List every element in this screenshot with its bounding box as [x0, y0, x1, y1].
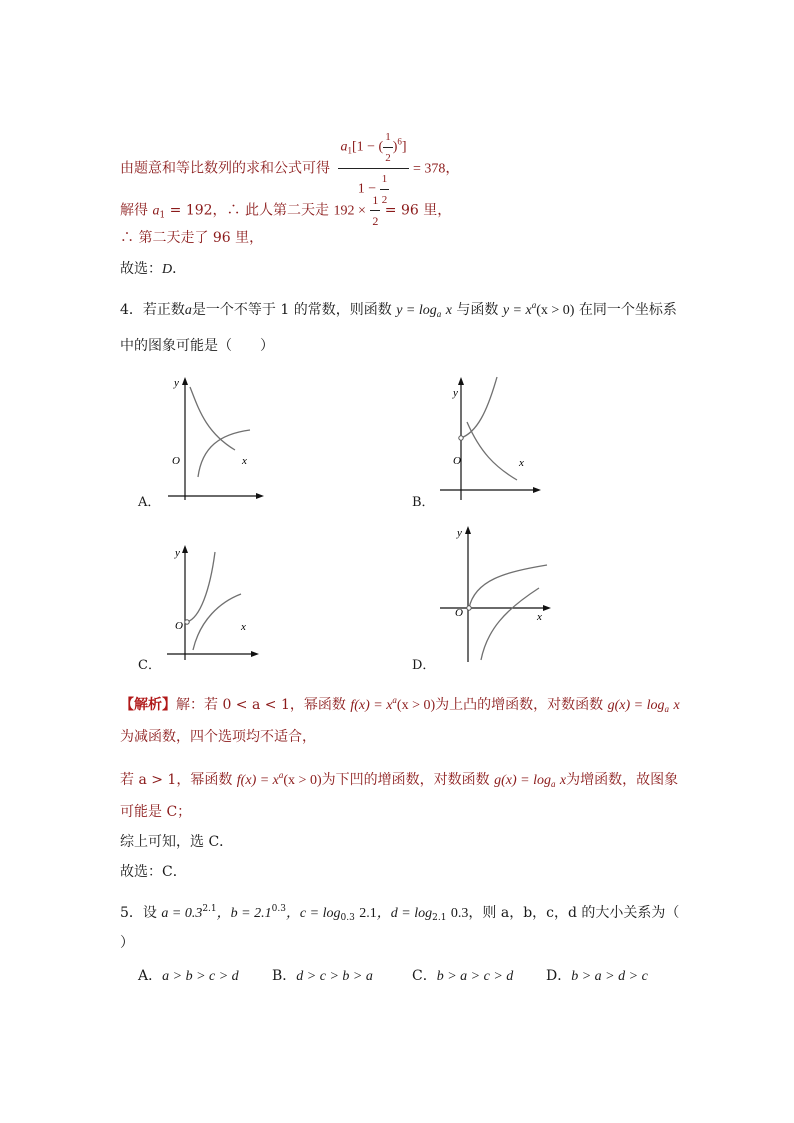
graph-a-increasing-curve	[198, 430, 250, 477]
q5-choice-c[interactable]: C．b > a > c > d	[412, 968, 514, 984]
sol3-intro: 由题意和等比数列的求和公式可得	[120, 160, 330, 177]
sum-result: = 378，	[412, 161, 460, 177]
graph-a-x-label: x	[242, 455, 247, 467]
q5-choice-a[interactable]: A．a > b > c > d	[138, 968, 239, 984]
q5-stem: 5．设 $a = 0.3^{2.1}$，$b = 2.1^{0.3}$，$c = \log_{0.3} 2.1$，$d = \log_{2.1} 0.3$，则 a，b，c，d 的大小关系为（	[120, 904, 680, 923]
graph-c-x-label: x	[241, 621, 246, 633]
graph-b-origin-label: O	[453, 455, 461, 467]
q4-stem-line1: 4．若正数a是一个不等于 1 的常数，则函数 $y = \log_a x$ 与函数 $y = x^a(x > 0)$ 在同一个坐标系	[120, 300, 677, 319]
sol3-conclusion: ∴ 第二天走了 96 里，	[120, 230, 264, 246]
q5-choice-b[interactable]: B．d > c > b > a	[272, 968, 373, 984]
graph-c-label: C．	[138, 658, 161, 673]
sum-fraction: $a_1[1$ − ( $\frac{1}{2}$ )$^6$] 1 − $\frac{1}{2}$	[338, 127, 408, 210]
graph-d-x-label: x	[537, 611, 542, 623]
graph-a-label: A．	[138, 495, 161, 510]
q5-stem-close: ）	[120, 935, 134, 951]
graph-a	[160, 372, 270, 507]
analysis-line3: 若 a > 1，幂函数 $f(x) = x^a(x > 0)$为下凹的增函数，对数函数 $g(x) = \log_a x$为增函数，故图象	[120, 770, 679, 789]
analysis-line4: 可能是 C；	[120, 804, 192, 820]
analysis-line2: 为减函数，四个选项均不适合，	[120, 729, 316, 745]
graph-b-exponential-curve	[461, 377, 497, 438]
graph-d-y-label: y	[457, 527, 462, 539]
graph-d-power-curve	[469, 565, 547, 608]
graph-b-x-label: x	[519, 457, 524, 469]
graph-b-y-label: y	[453, 387, 458, 399]
sol3-choose: 故选：D．	[120, 261, 187, 277]
graph-c-log-curve	[193, 594, 241, 650]
graph-c-y-label: y	[175, 547, 180, 559]
sol3-solve-line: 解得 $a_1 = 192$，∴ 此人第二天走 192 × $\frac{1}{2}$ = 96 里，	[120, 190, 451, 231]
analysis-line6: 故选：C．	[120, 864, 187, 880]
graph-d	[435, 520, 555, 665]
analysis-tag: 【解析】	[120, 697, 176, 713]
analysis-line1: 【解析】解：若 0 < a < 1，幂函数 $f(x) = x^a(x > 0)$为上凸的增函数，对数函数 $g(x) = \log_a x$	[120, 695, 680, 714]
graph-a-origin-label: O	[172, 455, 180, 467]
graph-c-origin-label: O	[175, 620, 183, 632]
graph-d-origin-label: O	[455, 607, 463, 619]
graph-a-decreasing-curve	[190, 387, 235, 450]
graph-d-label: D．	[412, 658, 436, 673]
graph-b-log-curve	[467, 422, 517, 480]
analysis-line5: 综上可知，选 C．	[120, 834, 234, 850]
graph-c-exponential-curve	[187, 552, 215, 622]
graph-c	[165, 540, 265, 665]
graph-b	[435, 372, 545, 507]
q5-choice-d[interactable]: D．b > a > d > c	[546, 968, 648, 984]
graph-a-y-label: y	[174, 377, 179, 389]
graph-d-log-curve	[481, 588, 539, 660]
graph-b-label: B．	[412, 495, 435, 510]
q4-stem-line2: 中的图象可能是（ ）	[120, 338, 274, 354]
